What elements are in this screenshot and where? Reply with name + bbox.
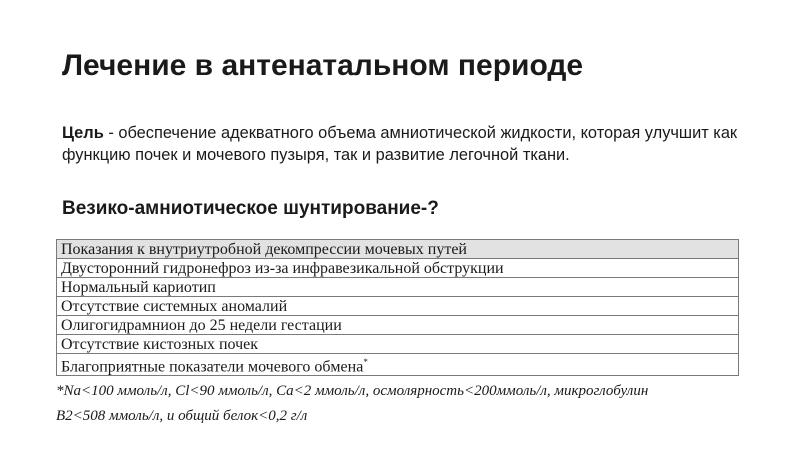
indications-table: [56, 239, 739, 376]
footnote: [56, 379, 756, 429]
table-cell: [57, 354, 739, 376]
table-row: [57, 354, 739, 376]
goal-label: Цель: [62, 124, 104, 142]
slide-title: Лечение в антенатальном периоде: [62, 49, 584, 82]
table-row: [57, 335, 739, 354]
goal-paragraph: [62, 122, 752, 166]
table-header-cell: Показания к внутриутробной декомпрессии мочевых путей: [57, 240, 739, 259]
table-header-row: [57, 240, 739, 259]
table-row: [57, 278, 739, 297]
table-cell: Двусторонний гидронефроз из-за инфравезикальной обструкции: [57, 259, 739, 278]
footnote-line-2: B2<508 ммоль/л, и общий белок<0,2 г/л: [56, 408, 308, 424]
table-cell: Олигогидрамнион до 25 недели гестации: [57, 316, 739, 335]
table-row: [57, 316, 739, 335]
footnote-line-1: *Na<100 ммоль/л, Cl<90 ммоль/л, Ca<2 ммоль/л, осмолярность<200ммоль/л, микроглобулин: [56, 383, 649, 399]
goal-text: - обеспечение адекватного объема амниотической жидкости, которая улучшит как функцию почек и мочевого пузыря, так и развитие легочной ткани.: [62, 124, 738, 164]
table-row: [57, 297, 739, 316]
shunting-subtitle: Везико-амниотическое шунтирование-?: [62, 198, 439, 219]
table-cell: Нормальный кариотип: [57, 278, 739, 297]
table-cell-text: Благоприятные показатели мочевого обмена: [61, 358, 364, 376]
table-cell: Отсутствие системных аномалий: [57, 297, 739, 316]
table-row: [57, 259, 739, 278]
table-cell: Отсутствие кистозных почек: [57, 335, 739, 354]
footnote-marker: *: [363, 357, 368, 367]
